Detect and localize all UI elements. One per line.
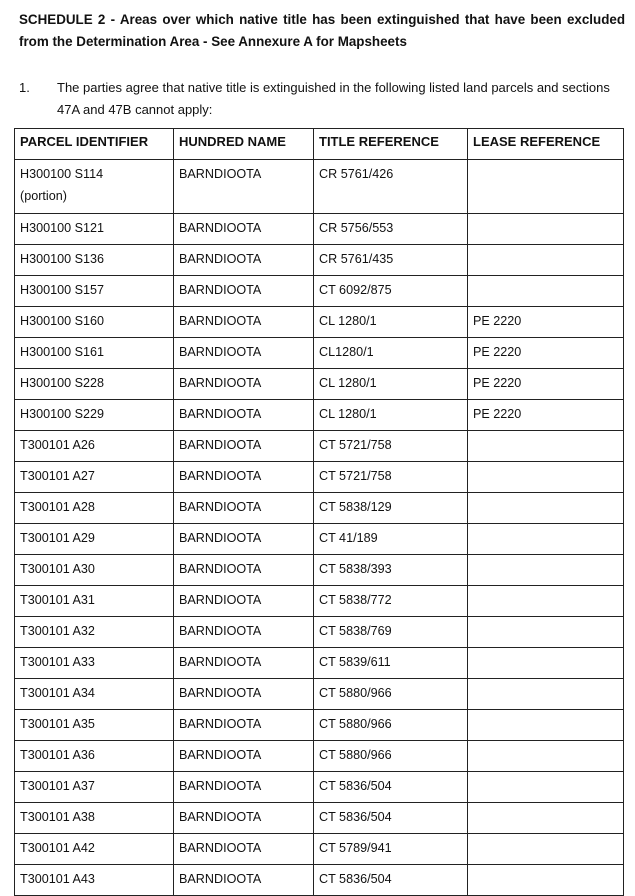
table-row xyxy=(15,710,624,741)
hundred-name-text: BARNDIOOTA xyxy=(179,624,262,638)
parcel-table xyxy=(14,128,624,896)
table-row xyxy=(15,276,624,307)
hundred-name-text: BARNDIOOTA xyxy=(179,872,262,886)
hundred-name-cell xyxy=(174,679,314,710)
title-reference-text: CT 6092/875 xyxy=(319,283,392,297)
parcel-identifier-cell xyxy=(15,160,174,214)
agreement-paragraph xyxy=(19,77,625,121)
lease-reference-text: PE 2220 xyxy=(473,314,522,328)
hundred-name-cell xyxy=(174,772,314,803)
parcel-identifier-cell xyxy=(15,586,174,617)
title-reference-text: CT 5839/611 xyxy=(319,655,391,669)
header-title-reference: TITLE REFERENCE xyxy=(314,129,468,160)
title-reference-cell xyxy=(314,276,468,307)
table-row xyxy=(15,741,624,772)
hundred-name-cell xyxy=(174,741,314,772)
title-reference-cell xyxy=(314,741,468,772)
hundred-name-text: BARNDIOOTA xyxy=(179,562,262,576)
title-reference-text: CR 5756/553 xyxy=(319,221,394,235)
title-reference-text: CT 5836/504 xyxy=(319,872,392,886)
lease-reference-cell xyxy=(468,307,624,338)
parcel-identifier-cell xyxy=(15,462,174,493)
lease-reference-cell xyxy=(468,741,624,772)
hundred-name-text: BARNDIOOTA xyxy=(179,531,262,545)
title-reference-cell xyxy=(314,555,468,586)
hundred-name-text: BARNDIOOTA xyxy=(179,593,262,607)
parcel-identifier-text: T300101 A42 xyxy=(20,841,95,855)
hundred-name-cell xyxy=(174,586,314,617)
parcel-identifier-text: T300101 A29 xyxy=(20,531,95,545)
table-row xyxy=(15,462,624,493)
lease-reference-cell xyxy=(468,369,624,400)
hundred-name-cell xyxy=(174,493,314,524)
parcel-identifier-text: H300100 S160 xyxy=(20,314,105,328)
hundred-name-cell xyxy=(174,160,314,214)
lease-reference-cell xyxy=(468,865,624,896)
table-row xyxy=(15,555,624,586)
hundred-name-cell xyxy=(174,462,314,493)
title-reference-cell xyxy=(314,307,468,338)
hundred-name-cell xyxy=(174,307,314,338)
title-reference-text: CL 1280/1 xyxy=(319,314,377,328)
parcel-identifier-text: T300101 A26 xyxy=(20,438,95,452)
lease-reference-cell xyxy=(468,493,624,524)
table-row xyxy=(15,834,624,865)
lease-reference-cell xyxy=(468,679,624,710)
table-row xyxy=(15,648,624,679)
title-reference-cell xyxy=(314,679,468,710)
paragraph-number: 1. xyxy=(19,80,30,95)
lease-reference-cell xyxy=(468,524,624,555)
table-row xyxy=(15,160,624,214)
parcel-identifier-text: H300100 S136 xyxy=(20,252,105,266)
title-reference-text: CT 5880/966 xyxy=(319,748,392,762)
hundred-name-text: BARNDIOOTA xyxy=(179,779,262,793)
hundred-name-text: BARNDIOOTA xyxy=(179,810,262,824)
lease-reference-cell xyxy=(468,214,624,245)
lease-reference-cell xyxy=(468,803,624,834)
hundred-name-cell xyxy=(174,648,314,679)
table-row xyxy=(15,338,624,369)
header-lease-reference: LEASE REFERENCE xyxy=(468,129,624,160)
title-reference-text: CL1280/1 xyxy=(319,345,374,359)
hundred-name-text: BARNDIOOTA xyxy=(179,314,262,328)
hundred-name-text: BARNDIOOTA xyxy=(179,407,262,421)
title-reference-cell xyxy=(314,338,468,369)
parcel-identifier-cell xyxy=(15,431,174,462)
hundred-name-cell xyxy=(174,524,314,555)
title-reference-cell xyxy=(314,772,468,803)
parcel-identifier-cell xyxy=(15,648,174,679)
title-reference-cell xyxy=(314,710,468,741)
parcel-identifier-cell xyxy=(15,555,174,586)
title-reference-cell xyxy=(314,245,468,276)
hundred-name-cell xyxy=(174,431,314,462)
hundred-name-text: BARNDIOOTA xyxy=(179,748,262,762)
title-reference-cell xyxy=(314,214,468,245)
lease-reference-cell xyxy=(468,462,624,493)
parcel-identifier-text: H300100 S228 xyxy=(20,376,105,390)
table-row xyxy=(15,493,624,524)
title-reference-cell xyxy=(314,369,468,400)
lease-reference-cell xyxy=(468,431,624,462)
table-row xyxy=(15,865,624,896)
title-reference-text: CT 5838/772 xyxy=(319,593,392,607)
table-row xyxy=(15,803,624,834)
hundred-name-text: BARNDIOOTA xyxy=(179,469,262,483)
parcel-identifier-cell xyxy=(15,338,174,369)
parcel-identifier-text: T300101 A35 xyxy=(20,717,95,731)
title-reference-cell xyxy=(314,431,468,462)
lease-reference-cell xyxy=(468,160,624,214)
parcel-identifier-cell xyxy=(15,803,174,834)
parcel-identifier-cell xyxy=(15,307,174,338)
hundred-name-text: BARNDIOOTA xyxy=(179,841,262,855)
title-reference-cell xyxy=(314,160,468,214)
hundred-name-cell xyxy=(174,555,314,586)
table-row xyxy=(15,772,624,803)
parcel-identifier-cell xyxy=(15,741,174,772)
title-reference-text: CT 5721/758 xyxy=(319,469,392,483)
parcel-identifier-cell xyxy=(15,772,174,803)
title-reference-cell xyxy=(314,524,468,555)
parcel-identifier-text: H300100 S161 xyxy=(20,345,105,359)
table-row xyxy=(15,400,624,431)
title-reference-cell xyxy=(314,493,468,524)
title-reference-text: CR 5761/426 xyxy=(319,167,394,181)
title-reference-cell xyxy=(314,865,468,896)
title-reference-text: CT 5838/769 xyxy=(319,624,392,638)
parcel-identifier-cell xyxy=(15,679,174,710)
hundred-name-cell xyxy=(174,803,314,834)
table-header-row xyxy=(15,129,624,160)
schedule-heading: SCHEDULE 2 - Areas over which native title has been extinguished that have been excluded from the Determination Area - See Annexure A for Mapsheets xyxy=(19,12,625,49)
table-row xyxy=(15,214,624,245)
lease-reference-text: PE 2220 xyxy=(473,376,522,390)
hundred-name-text: BARNDIOOTA xyxy=(179,500,262,514)
hundred-name-text: BARNDIOOTA xyxy=(179,345,262,359)
hundred-name-cell xyxy=(174,400,314,431)
parcel-identifier-text: T300101 A38 xyxy=(20,810,95,824)
lease-reference-cell xyxy=(468,276,624,307)
parcel-identifier-text: H300100 S229 xyxy=(20,407,105,421)
title-reference-text: CR 5761/435 xyxy=(319,252,394,266)
parcel-identifier-cell xyxy=(15,369,174,400)
lease-reference-cell xyxy=(468,245,624,276)
title-reference-text: CT 41/189 xyxy=(319,531,378,545)
title-reference-text: CT 5880/966 xyxy=(319,717,392,731)
title-reference-cell xyxy=(314,586,468,617)
hundred-name-text: BARNDIOOTA xyxy=(179,686,262,700)
parcel-identifier-text: H300100 S157 xyxy=(20,283,105,297)
table-row xyxy=(15,586,624,617)
lease-reference-cell xyxy=(468,586,624,617)
parcel-identifier-text: T300101 A33 xyxy=(20,655,95,669)
table-row xyxy=(15,617,624,648)
hundred-name-cell xyxy=(174,369,314,400)
title-reference-text: CT 5836/504 xyxy=(319,810,392,824)
lease-reference-text: PE 2220 xyxy=(473,407,522,421)
parcel-identifier-cell xyxy=(15,214,174,245)
header-hundred-name: HUNDRED NAME xyxy=(174,129,314,160)
hundred-name-cell xyxy=(174,834,314,865)
title-reference-text: CT 5838/393 xyxy=(319,562,392,576)
lease-reference-cell xyxy=(468,400,624,431)
title-reference-text: CL 1280/1 xyxy=(319,376,377,390)
parcel-identifier-cell xyxy=(15,400,174,431)
title-reference-cell xyxy=(314,834,468,865)
hundred-name-cell xyxy=(174,865,314,896)
parcel-identifier-cell xyxy=(15,493,174,524)
parcel-identifier-cell xyxy=(15,276,174,307)
hundred-name-text: BARNDIOOTA xyxy=(179,376,262,390)
lease-reference-cell xyxy=(468,555,624,586)
parcel-identifier-cell xyxy=(15,617,174,648)
lease-reference-text: PE 2220 xyxy=(473,345,522,359)
hundred-name-text: BARNDIOOTA xyxy=(179,283,262,297)
title-reference-text: CT 5880/966 xyxy=(319,686,392,700)
parcel-identifier-text: T300101 A31 xyxy=(20,593,95,607)
lease-reference-cell xyxy=(468,834,624,865)
lease-reference-cell xyxy=(468,710,624,741)
hundred-name-text: BARNDIOOTA xyxy=(179,438,262,452)
parcel-identifier-text: T300101 A37 xyxy=(20,779,95,793)
title-reference-text: CT 5789/941 xyxy=(319,841,392,855)
parcel-identifier-text: H300100 S121 xyxy=(20,221,105,235)
hundred-name-text: BARNDIOOTA xyxy=(179,717,262,731)
parcel-identifier-text: T300101 A43 xyxy=(20,872,95,886)
parcel-identifier-cell xyxy=(15,834,174,865)
hundred-name-cell xyxy=(174,338,314,369)
parcel-identifier-text: T300101 A28 xyxy=(20,500,95,514)
lease-reference-cell xyxy=(468,338,624,369)
hundred-name-text: BARNDIOOTA xyxy=(179,221,262,235)
table-row xyxy=(15,245,624,276)
hundred-name-cell xyxy=(174,617,314,648)
parcel-identifier-cell xyxy=(15,524,174,555)
paragraph-text: The parties agree that native title is extinguished in the following listed land parcels and sections 47A and 47B cannot apply: xyxy=(57,80,610,117)
table-row xyxy=(15,307,624,338)
table-row xyxy=(15,431,624,462)
title-reference-text: CL 1280/1 xyxy=(319,407,377,421)
lease-reference-cell xyxy=(468,648,624,679)
title-reference-cell xyxy=(314,648,468,679)
hundred-name-text: BARNDIOOTA xyxy=(179,252,262,266)
hundred-name-cell xyxy=(174,710,314,741)
lease-reference-cell xyxy=(468,617,624,648)
title-reference-cell xyxy=(314,400,468,431)
title-reference-cell xyxy=(314,462,468,493)
parcel-identifier-text: T300101 A27 xyxy=(20,469,95,483)
lease-reference-cell xyxy=(468,772,624,803)
hundred-name-text: BARNDIOOTA xyxy=(179,655,262,669)
title-reference-text: CT 5836/504 xyxy=(319,779,392,793)
title-reference-cell xyxy=(314,617,468,648)
title-reference-cell xyxy=(314,803,468,834)
parcel-identifier-text: H300100 S114 xyxy=(20,167,104,181)
hundred-name-text: BARNDIOOTA xyxy=(179,167,262,181)
title-reference-text: CT 5838/129 xyxy=(319,500,392,514)
table-body xyxy=(15,160,624,896)
parcel-identifier-text: T300101 A34 xyxy=(20,686,95,700)
parcel-identifier-cell xyxy=(15,245,174,276)
header-parcel-identifier: PARCEL IDENTIFIER xyxy=(15,129,174,160)
table-row xyxy=(15,524,624,555)
parcel-identifier-text: T300101 A36 xyxy=(20,748,95,762)
title-reference-text: CT 5721/758 xyxy=(319,438,392,452)
hundred-name-cell xyxy=(174,245,314,276)
parcel-identifier-cell xyxy=(15,865,174,896)
table-row xyxy=(15,679,624,710)
hundred-name-cell xyxy=(174,276,314,307)
table-row xyxy=(15,369,624,400)
parcel-note-text: (portion) xyxy=(20,189,67,203)
parcel-identifier-text: T300101 A32 xyxy=(20,624,95,638)
hundred-name-cell xyxy=(174,214,314,245)
parcel-identifier-text: T300101 A30 xyxy=(20,562,95,576)
parcel-identifier-cell xyxy=(15,710,174,741)
